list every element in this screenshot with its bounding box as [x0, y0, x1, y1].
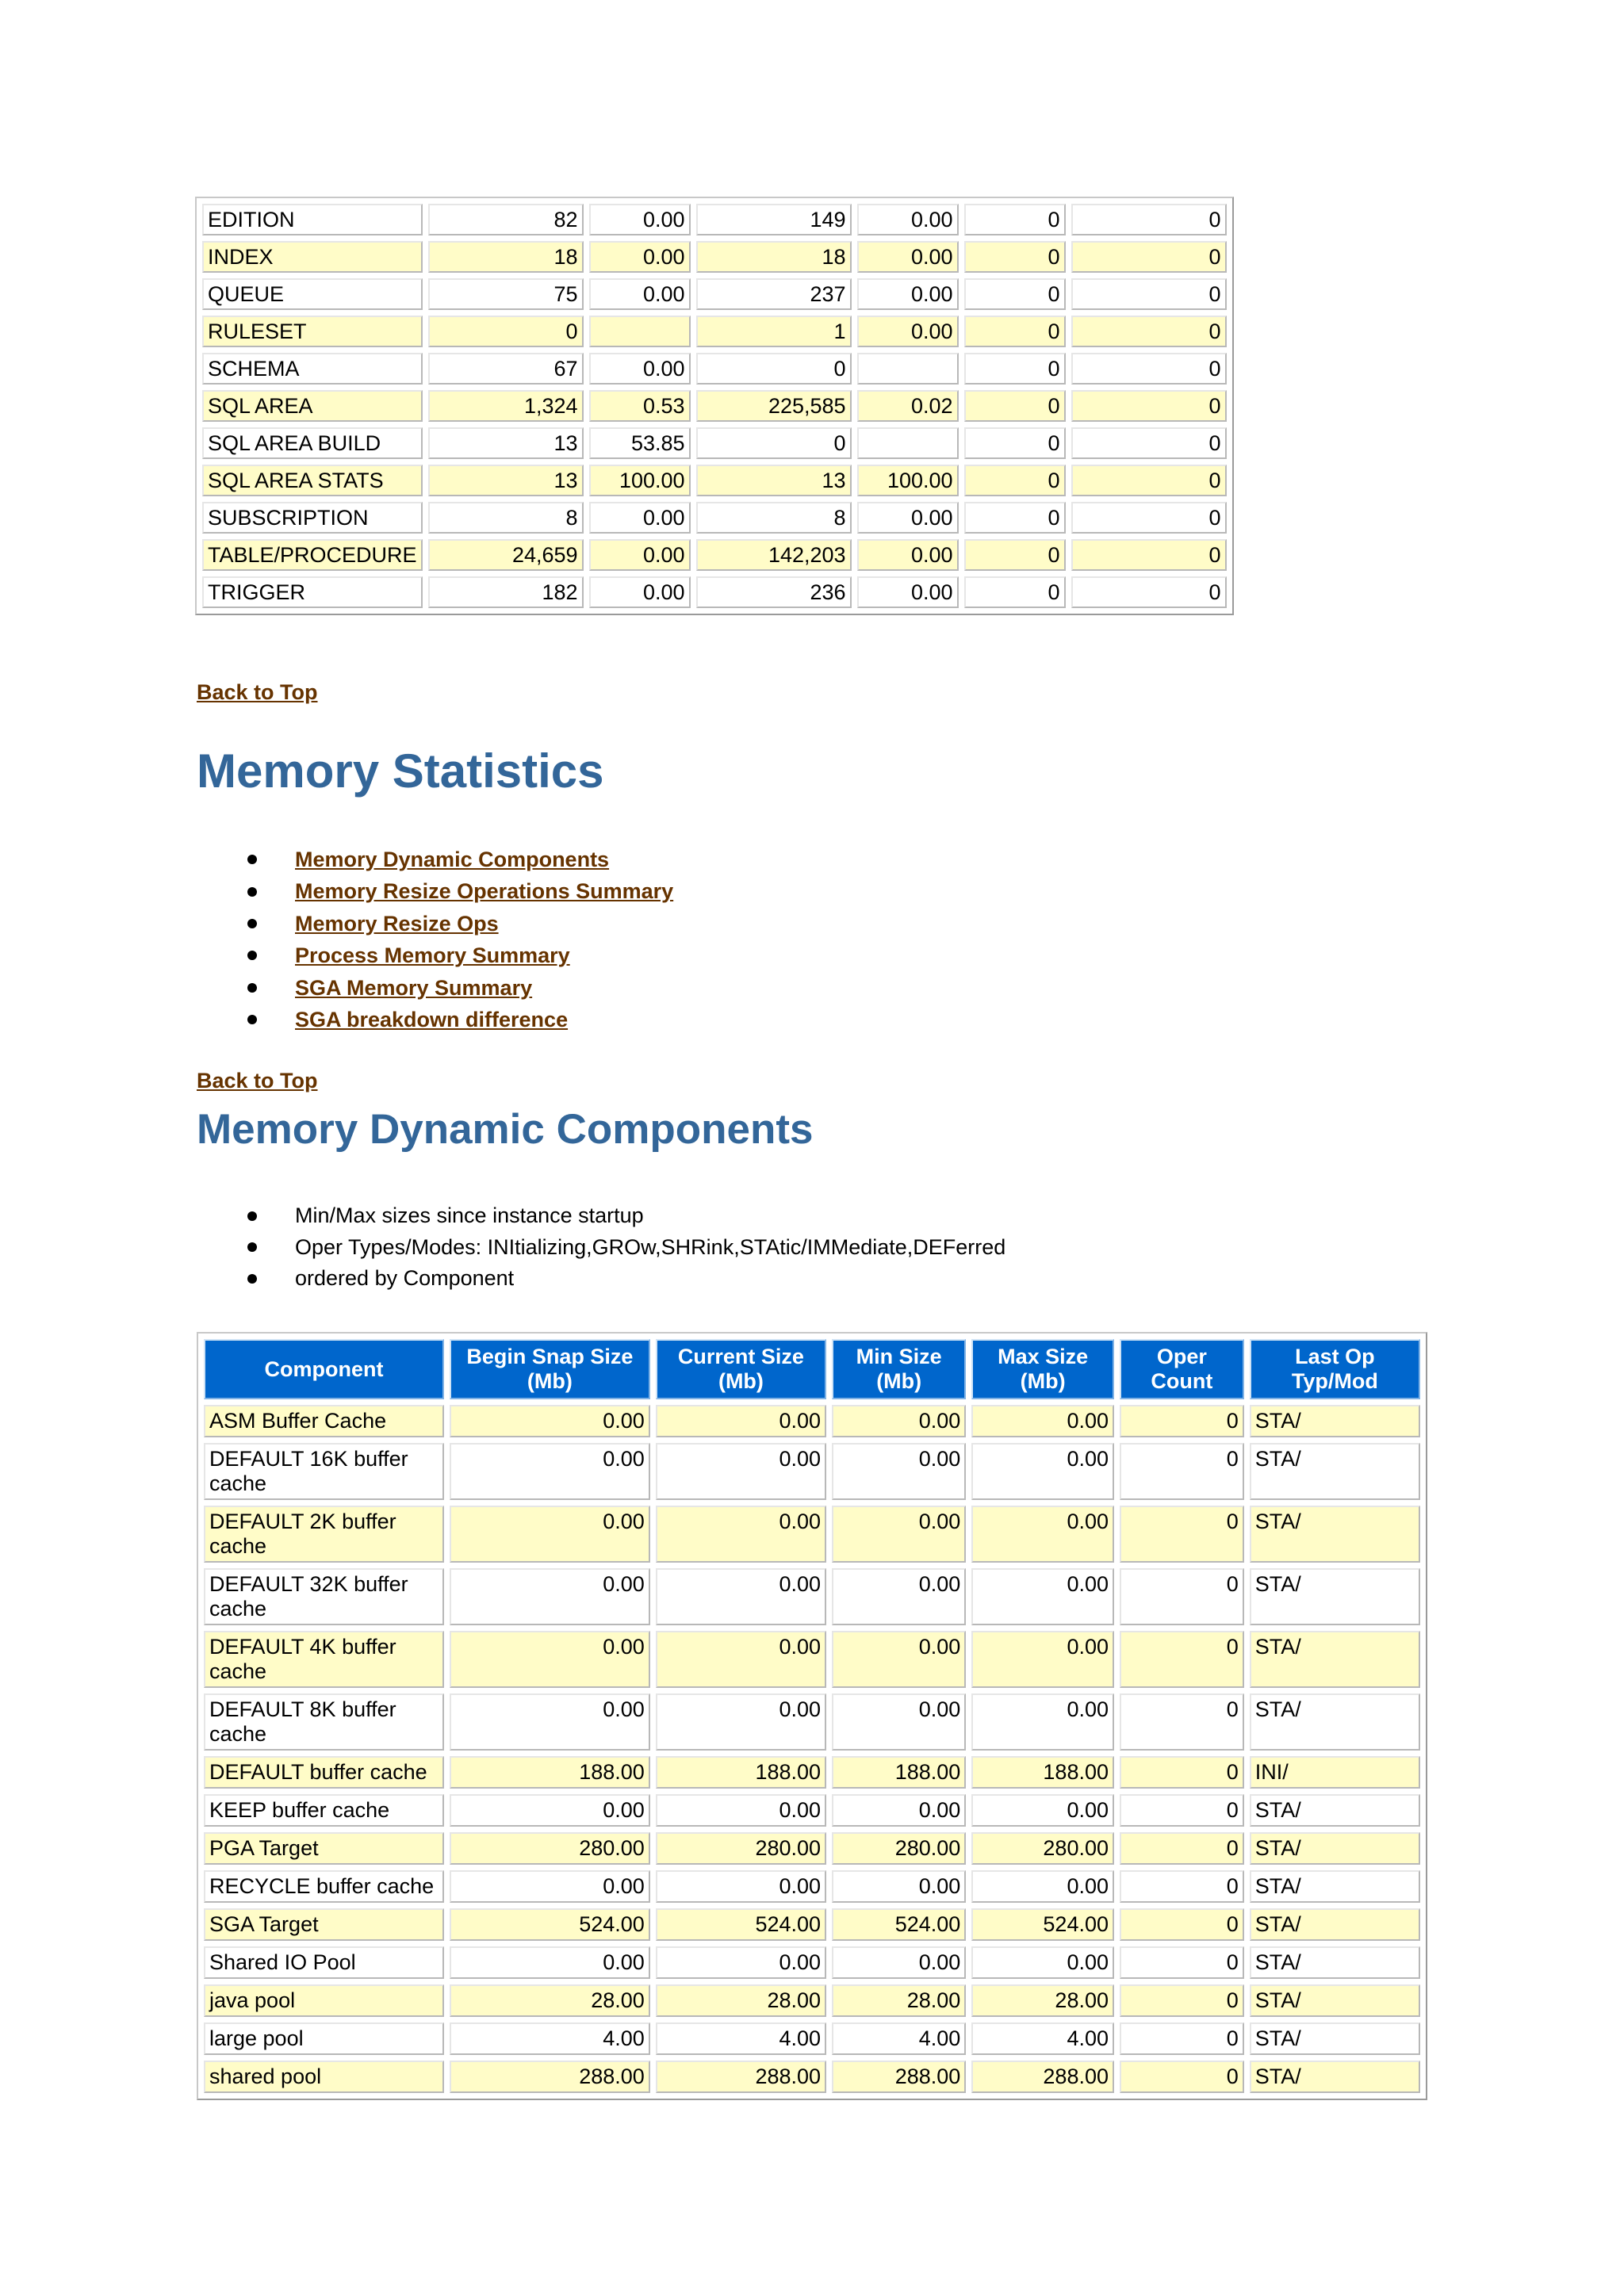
- value-cell: 0.00: [857, 204, 959, 235]
- namespace-cell: SQL AREA STATS: [202, 465, 423, 496]
- value-cell: 149: [696, 204, 852, 235]
- value-cell: 0.00: [656, 1443, 826, 1500]
- value-cell: 0.00: [589, 502, 691, 534]
- component-cell: DEFAULT 16K buffer cache: [204, 1443, 444, 1500]
- value-cell: 280.00: [971, 1832, 1114, 1865]
- last-op-cell: STA/: [1250, 1908, 1420, 1941]
- table-row: [204, 1568, 1420, 1625]
- value-cell: 280.00: [450, 1832, 650, 1865]
- value-cell: 0.00: [832, 1443, 966, 1500]
- value-cell: 82: [428, 204, 584, 235]
- value-cell: 0: [964, 241, 1066, 273]
- note-item: ordered by Component: [197, 1263, 1005, 1295]
- value-cell: 236: [696, 576, 852, 608]
- value-cell: 0: [1071, 502, 1227, 534]
- value-cell: 4.00: [450, 2022, 650, 2055]
- value-cell: 0: [1071, 390, 1227, 422]
- value-cell: 28.00: [450, 1984, 650, 2017]
- namespace-cell: TRIGGER: [202, 576, 423, 608]
- memory-dynamic-components-notes: [197, 1200, 1005, 1295]
- namespace-cell: RULESET: [202, 316, 423, 347]
- column-header: Current Size (Mb): [656, 1339, 826, 1399]
- value-cell: 0.00: [971, 1693, 1114, 1751]
- list-item: [197, 939, 673, 971]
- value-cell: 13: [696, 465, 852, 496]
- column-header: Max Size (Mb): [971, 1339, 1114, 1399]
- value-cell: 18: [428, 241, 584, 273]
- value-cell: 0.00: [857, 576, 959, 608]
- last-op-cell: STA/: [1250, 1568, 1420, 1625]
- value-cell: 237: [696, 278, 852, 310]
- table-row: [204, 1870, 1420, 1903]
- value-cell: 0: [964, 390, 1066, 422]
- table-row: [204, 1756, 1420, 1789]
- value-cell: 24,659: [428, 539, 584, 571]
- memory-dynamic-components-table-body: [204, 1405, 1420, 2093]
- last-op-cell: STA/: [1250, 1984, 1420, 2017]
- value-cell: 0.00: [450, 1631, 650, 1688]
- table-row: [202, 502, 1227, 534]
- value-cell: 182: [428, 576, 584, 608]
- value-cell: [857, 427, 959, 459]
- component-cell: shared pool: [204, 2061, 444, 2093]
- table-row: [204, 1443, 1420, 1500]
- value-cell: 0: [964, 278, 1066, 310]
- value-cell: 0.00: [589, 576, 691, 608]
- value-cell: 100.00: [857, 465, 959, 496]
- section-link[interactable]: Process Memory Summary: [295, 943, 570, 968]
- list-item: [197, 908, 673, 939]
- value-cell: 0: [1120, 2061, 1244, 2093]
- component-cell: DEFAULT 32K buffer cache: [204, 1568, 444, 1625]
- library-cache-table-body: [202, 204, 1227, 608]
- value-cell: 0.00: [857, 241, 959, 273]
- section-link[interactable]: SGA breakdown difference: [295, 1007, 569, 1031]
- value-cell: 0.00: [450, 1568, 650, 1625]
- value-cell: 0: [964, 204, 1066, 235]
- value-cell: 288.00: [971, 2061, 1114, 2093]
- value-cell: 0: [1120, 1908, 1244, 1941]
- value-cell: 0: [696, 353, 852, 385]
- value-cell: 188.00: [450, 1756, 650, 1789]
- component-cell: Shared IO Pool: [204, 1946, 444, 1979]
- table-row: [202, 316, 1227, 347]
- value-cell: 0: [1120, 1870, 1244, 1903]
- value-cell: 0.00: [832, 1693, 966, 1751]
- value-cell: 0: [1071, 576, 1227, 608]
- column-header: Min Size (Mb): [832, 1339, 966, 1399]
- component-cell: DEFAULT 2K buffer cache: [204, 1506, 444, 1563]
- memory-statistics-title: Memory Statistics: [197, 744, 604, 798]
- value-cell: 0: [964, 427, 1066, 459]
- component-cell: DEFAULT buffer cache: [204, 1756, 444, 1789]
- last-op-cell: STA/: [1250, 1946, 1420, 1979]
- value-cell: 0: [1071, 204, 1227, 235]
- value-cell: 0: [1120, 1756, 1244, 1789]
- value-cell: 0.00: [450, 1693, 650, 1751]
- value-cell: 0: [1120, 1984, 1244, 2017]
- value-cell: 0: [428, 316, 584, 347]
- value-cell: 288.00: [656, 2061, 826, 2093]
- value-cell: 0.00: [589, 241, 691, 273]
- value-cell: 524.00: [971, 1908, 1114, 1941]
- value-cell: 0.00: [971, 1631, 1114, 1688]
- table-row: [202, 204, 1227, 235]
- namespace-cell: SQL AREA BUILD: [202, 427, 423, 459]
- value-cell: 28.00: [971, 1984, 1114, 2017]
- value-cell: 0: [964, 316, 1066, 347]
- value-cell: 0: [964, 539, 1066, 571]
- last-op-cell: INI/: [1250, 1756, 1420, 1789]
- value-cell: 524.00: [450, 1908, 650, 1941]
- table-row: [204, 1908, 1420, 1941]
- component-cell: SGA Target: [204, 1908, 444, 1941]
- table-row: [204, 2061, 1420, 2093]
- last-op-cell: STA/: [1250, 1794, 1420, 1827]
- value-cell: 0.00: [656, 1568, 826, 1625]
- table-row: [202, 241, 1227, 273]
- value-cell: 0: [1120, 1443, 1244, 1500]
- value-cell: 0.00: [832, 1631, 966, 1688]
- table-row: [202, 576, 1227, 608]
- list-item: [197, 875, 673, 907]
- value-cell: 0.00: [450, 1443, 650, 1500]
- value-cell: 0.00: [857, 316, 959, 347]
- table-row: [204, 1506, 1420, 1563]
- value-cell: 188.00: [656, 1756, 826, 1789]
- value-cell: 28.00: [656, 1984, 826, 2017]
- table-row: [204, 2022, 1420, 2055]
- value-cell: 0.00: [857, 502, 959, 534]
- value-cell: 0: [1071, 353, 1227, 385]
- value-cell: 0.00: [656, 1693, 826, 1751]
- value-cell: 4.00: [971, 2022, 1114, 2055]
- value-cell: 524.00: [832, 1908, 966, 1941]
- value-cell: 4.00: [832, 2022, 966, 2055]
- value-cell: 8: [696, 502, 852, 534]
- last-op-cell: STA/: [1250, 1631, 1420, 1688]
- value-cell: 0.00: [656, 1794, 826, 1827]
- section-link[interactable]: Memory Resize Ops: [295, 911, 499, 936]
- column-header: Last Op Typ/Mod: [1250, 1339, 1420, 1399]
- value-cell: 0.02: [857, 390, 959, 422]
- value-cell: 0.00: [832, 1870, 966, 1903]
- value-cell: 0: [1071, 241, 1227, 273]
- column-header: Oper Count: [1120, 1339, 1244, 1399]
- table-row: [202, 427, 1227, 459]
- value-cell: 18: [696, 241, 852, 273]
- namespace-cell: QUEUE: [202, 278, 423, 310]
- value-cell: [589, 316, 691, 347]
- value-cell: 142,203: [696, 539, 852, 571]
- value-cell: 0: [1071, 316, 1227, 347]
- back-to-top-1: [197, 680, 318, 705]
- back-to-top-link[interactable]: Back to Top: [197, 1069, 318, 1093]
- value-cell: 0.00: [832, 1405, 966, 1437]
- last-op-cell: STA/: [1250, 1832, 1420, 1865]
- library-cache-table: [195, 197, 1234, 615]
- value-cell: 225,585: [696, 390, 852, 422]
- value-cell: 4.00: [656, 2022, 826, 2055]
- component-cell: DEFAULT 8K buffer cache: [204, 1693, 444, 1751]
- value-cell: 0.00: [589, 278, 691, 310]
- value-cell: 0: [696, 427, 852, 459]
- value-cell: 0.53: [589, 390, 691, 422]
- value-cell: 0.00: [656, 1506, 826, 1563]
- value-cell: 0: [1071, 539, 1227, 571]
- namespace-cell: SUBSCRIPTION: [202, 502, 423, 534]
- list-item: [197, 844, 673, 875]
- value-cell: 13: [428, 427, 584, 459]
- last-op-cell: STA/: [1250, 1506, 1420, 1563]
- value-cell: 0: [1071, 278, 1227, 310]
- value-cell: 0.00: [450, 1794, 650, 1827]
- value-cell: 280.00: [656, 1832, 826, 1865]
- table-row: [204, 1405, 1420, 1437]
- value-cell: 0.00: [832, 1506, 966, 1563]
- value-cell: 0: [1071, 465, 1227, 496]
- namespace-cell: SQL AREA: [202, 390, 423, 422]
- table-row: [202, 278, 1227, 310]
- value-cell: 0.00: [656, 1870, 826, 1903]
- value-cell: 0.00: [857, 278, 959, 310]
- namespace-cell: SCHEMA: [202, 353, 423, 385]
- last-op-cell: STA/: [1250, 2022, 1420, 2055]
- value-cell: 0.00: [589, 204, 691, 235]
- value-cell: 0: [1120, 1794, 1244, 1827]
- value-cell: 1: [696, 316, 852, 347]
- note-item: Min/Max sizes since instance startup: [197, 1200, 1005, 1232]
- value-cell: 188.00: [832, 1756, 966, 1789]
- value-cell: 0: [964, 576, 1066, 608]
- value-cell: 0: [1120, 1506, 1244, 1563]
- section-link[interactable]: Memory Dynamic Components: [295, 848, 610, 871]
- value-cell: 0.00: [832, 1568, 966, 1625]
- back-to-top-link[interactable]: Back to Top: [197, 680, 318, 704]
- value-cell: 0.00: [971, 1506, 1114, 1563]
- value-cell: 0.00: [450, 1506, 650, 1563]
- value-cell: 0.00: [857, 539, 959, 571]
- section-link[interactable]: Memory Resize Operations Summary: [295, 879, 674, 904]
- value-cell: 0: [1120, 1946, 1244, 1979]
- table-row: [204, 1693, 1420, 1751]
- value-cell: 67: [428, 353, 584, 385]
- table-row: [202, 465, 1227, 496]
- value-cell: 288.00: [450, 2061, 650, 2093]
- list-item: [197, 1004, 673, 1035]
- value-cell: 8: [428, 502, 584, 534]
- table-row: [202, 539, 1227, 571]
- value-cell: 0: [1071, 427, 1227, 459]
- table-row: [202, 390, 1227, 422]
- component-cell: KEEP buffer cache: [204, 1794, 444, 1827]
- table-row: [204, 1794, 1420, 1827]
- memory-dynamic-components-table: [197, 1332, 1427, 2100]
- namespace-cell: EDITION: [202, 204, 423, 235]
- value-cell: 0.00: [971, 1405, 1114, 1437]
- value-cell: [857, 353, 959, 385]
- component-cell: PGA Target: [204, 1832, 444, 1865]
- value-cell: 0.00: [656, 1946, 826, 1979]
- value-cell: 0.00: [971, 1443, 1114, 1500]
- value-cell: 0: [1120, 1631, 1244, 1688]
- value-cell: 280.00: [832, 1832, 966, 1865]
- value-cell: 524.00: [656, 1908, 826, 1941]
- note-item: Oper Types/Modes: INItializing,GROw,SHRink,STAtic/IMMediate,DEFerred: [197, 1232, 1005, 1264]
- value-cell: 0.00: [832, 1794, 966, 1827]
- namespace-cell: INDEX: [202, 241, 423, 273]
- value-cell: 0.00: [589, 539, 691, 571]
- value-cell: 0: [1120, 2022, 1244, 2055]
- component-cell: ASM Buffer Cache: [204, 1405, 444, 1437]
- table-row: [204, 1946, 1420, 1979]
- value-cell: 0.00: [450, 1405, 650, 1437]
- value-cell: 0.00: [656, 1631, 826, 1688]
- table-row: [204, 1631, 1420, 1688]
- back-to-top-2: [197, 1069, 318, 1093]
- component-cell: DEFAULT 4K buffer cache: [204, 1631, 444, 1688]
- table-header-row: [204, 1339, 1420, 1399]
- value-cell: 0.00: [832, 1946, 966, 1979]
- last-op-cell: STA/: [1250, 2061, 1420, 2093]
- value-cell: 0: [964, 353, 1066, 385]
- memory-statistics-links: [197, 844, 673, 1035]
- value-cell: 0.00: [971, 1568, 1114, 1625]
- value-cell: 0: [964, 465, 1066, 496]
- last-op-cell: STA/: [1250, 1693, 1420, 1751]
- value-cell: 0.00: [971, 1946, 1114, 1979]
- column-header: Begin Snap Size (Mb): [450, 1339, 650, 1399]
- value-cell: 0: [1120, 1405, 1244, 1437]
- value-cell: 28.00: [832, 1984, 966, 2017]
- value-cell: 0.00: [450, 1870, 650, 1903]
- value-cell: 13: [428, 465, 584, 496]
- value-cell: 75: [428, 278, 584, 310]
- value-cell: 0.00: [971, 1870, 1114, 1903]
- namespace-cell: TABLE/PROCEDURE: [202, 539, 423, 571]
- value-cell: 53.85: [589, 427, 691, 459]
- value-cell: 288.00: [832, 2061, 966, 2093]
- component-cell: java pool: [204, 1984, 444, 2017]
- memory-dynamic-components-title: Memory Dynamic Components: [197, 1106, 814, 1153]
- value-cell: 0.00: [450, 1946, 650, 1979]
- value-cell: 1,324: [428, 390, 584, 422]
- value-cell: 0.00: [971, 1794, 1114, 1827]
- component-cell: large pool: [204, 2022, 444, 2055]
- component-cell: RECYCLE buffer cache: [204, 1870, 444, 1903]
- value-cell: 188.00: [971, 1756, 1114, 1789]
- value-cell: 0.00: [589, 353, 691, 385]
- list-item: [197, 972, 673, 1004]
- value-cell: 0: [1120, 1568, 1244, 1625]
- value-cell: 100.00: [589, 465, 691, 496]
- value-cell: 0: [964, 502, 1066, 534]
- value-cell: 0: [1120, 1832, 1244, 1865]
- table-row: [204, 1832, 1420, 1865]
- section-link[interactable]: SGA Memory Summary: [295, 975, 533, 1000]
- last-op-cell: STA/: [1250, 1443, 1420, 1500]
- column-header: Component: [204, 1339, 444, 1399]
- table-row: [204, 1984, 1420, 2017]
- table-row: [202, 353, 1227, 385]
- value-cell: 0: [1120, 1693, 1244, 1751]
- last-op-cell: STA/: [1250, 1870, 1420, 1903]
- last-op-cell: STA/: [1250, 1405, 1420, 1437]
- value-cell: 0.00: [656, 1405, 826, 1437]
